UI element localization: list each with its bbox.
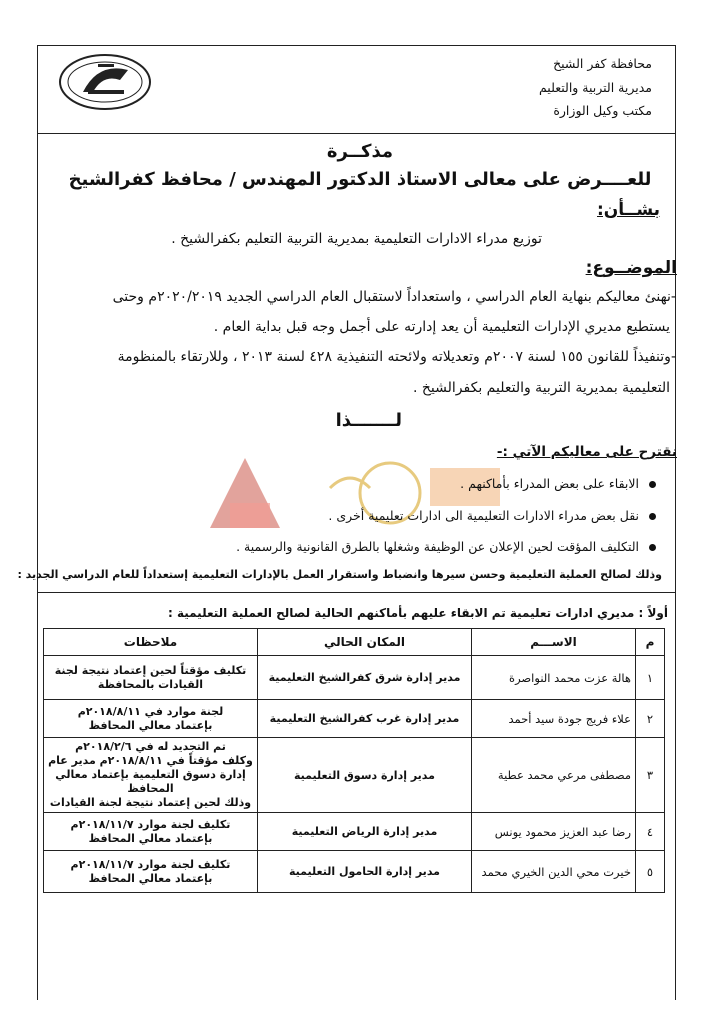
proposal-bullet-2: [328, 508, 656, 523]
row-notes: [44, 851, 258, 893]
col-header-name: الاســـم: [472, 629, 636, 656]
proposal-bullet-1: [460, 476, 656, 491]
table-row: [44, 738, 665, 813]
subject-text: توزيع مدراء الادارات التعليمية بمديرية التربية التعليم بكفرالشيخ .: [171, 231, 542, 247]
note-line: وكلف مؤقتاً في ٢٠١٨/٨/١١م مدير عام: [48, 754, 253, 767]
row-name: مصطفى مرعي محمد عطية: [472, 738, 636, 813]
topic-paragraph-1-line-1: -نهنئ معاليكم بنهاية العام الدراسي ، واستعداداً لاستقبال العام الدراسي الجديد ٢٠٢٠/٢٠١٩م وحتى: [112, 289, 676, 305]
note-line: إدارة دسوق التعليمية بإعتماد معالي المحافظ: [55, 768, 246, 795]
row-place: مدير إدارة غرب كفرالشيخ التعليمية: [258, 700, 472, 738]
note-line: بإعتماد معالي المحافظ: [88, 718, 213, 732]
row-number: ٤: [636, 813, 665, 851]
table-row: [44, 656, 665, 700]
table-header-row: [44, 629, 665, 656]
topic-paragraph-1-line-2: يستطيع مديري الإدارات التعليمية أن يعد إدارته على أجمل وجه قبل بداية العام .: [213, 319, 670, 335]
topic-label: الموضــوع:: [585, 258, 677, 278]
section-divider: [37, 592, 676, 593]
publisher-watermark: [210, 448, 510, 538]
note-line: بإعتماد معالي المحافظ: [88, 871, 213, 885]
row-notes: [44, 813, 258, 851]
row-name: رضا عبد العزيز محمود يونس: [472, 813, 636, 851]
row-place: مدير إدارة شرق كفرالشيخ التعليمية: [258, 656, 472, 700]
memo-addressee: للعــــرض على معالى الاستاذ الدكتور المهندس / محافظ كفرالشيخ: [68, 169, 652, 190]
proposal-bullet-3: [236, 539, 656, 554]
row-place: مدير إدارة الحامول التعليمية: [258, 851, 472, 893]
note-line: تكليف لجنة موارد ٢٠١٨/١١/٧م: [70, 857, 231, 871]
note-line: بإعتماد معالي المحافظ: [88, 831, 213, 845]
row-place: مدير إدارة دسوق التعليمية: [258, 738, 472, 813]
directors-table: [43, 628, 665, 893]
row-notes: [44, 738, 258, 813]
row-name: علاء فريج جودة سيد أحمد: [472, 700, 636, 738]
topic-paragraph-2-line-1: -وتنفيذاً للقانون ١٥٥ لسنة ٢٠٠٧م وتعديلاته ولائحته التنفيذية ٤٢٨ لسنة ٢٠١٣ ، وللارتقاء بالمنظومة: [117, 349, 676, 365]
header-office: مكتب وكيل الوزارة: [553, 103, 652, 118]
topic-paragraph-2-line-2: التعليمية بمديرية التربية والتعليم بكفرالشيخ .: [412, 380, 670, 396]
note-line: القيادات بالمحافظة: [97, 677, 204, 691]
note-line: تم التجديد له في ٢٠١٨/٢/٦م: [75, 740, 226, 753]
note-line: لجنة موارد في ٢٠١٨/٨/١١م: [77, 704, 224, 718]
proposal-closing: وذلك لصالح العملية التعليمية وحسن سيرها وانضباط واستقرار العمل بالإدارات التعليمية إستعداداً للعام الدراسي الجديد :: [17, 568, 662, 581]
note-line: تكليف مؤقتاً لحين إعتماد نتيجة لجنة: [54, 663, 247, 677]
proposal-heading: نقترح على معاليكم الآتي :-: [496, 444, 677, 460]
subject-label: بشــأن:: [597, 200, 660, 220]
therefore-heading: لـــــــذا: [335, 410, 402, 431]
row-notes: [44, 656, 258, 700]
row-notes: [44, 700, 258, 738]
row-number: ١: [636, 656, 665, 700]
header-divider: [37, 133, 676, 134]
note-line: تكليف لجنة موارد ٢٠١٨/١١/٧م: [70, 817, 231, 831]
table-row: [44, 851, 665, 893]
table-row: [44, 700, 665, 738]
header-governorate: محافظة كفر الشيخ: [553, 56, 652, 71]
header-directorate: مديرية التربية والتعليم: [538, 80, 652, 95]
directorate-logo: [58, 52, 153, 112]
col-header-place: المكان الحالي: [258, 629, 472, 656]
row-place: مدير إدارة الرياض التعليمية: [258, 813, 472, 851]
bullet-dot-icon: [649, 544, 656, 551]
note-line: وذلك لحين إعتماد نتيجة لجنة القيادات: [49, 796, 252, 809]
col-header-notes: ملاحظات: [44, 629, 258, 656]
row-number: ٣: [636, 738, 665, 813]
col-header-number: م: [636, 629, 665, 656]
bullet-text: الابقاء على بعض المدراء بأماكنهم .: [460, 476, 639, 491]
section-1-heading: أولاً : مديري ادارات تعليمية تم الابقاء عليهم بأماكنهم الحالية لصالح العملية التعليمية :: [167, 606, 668, 620]
row-number: ٥: [636, 851, 665, 893]
row-name: خيرت محي الدين الخيري محمد: [472, 851, 636, 893]
row-number: ٢: [636, 700, 665, 738]
bullet-dot-icon: [649, 513, 656, 520]
memo-title: مذكــرة: [326, 141, 394, 162]
row-name: هالة عزت محمد النواصرة: [472, 656, 636, 700]
bullet-dot-icon: [649, 481, 656, 488]
bullet-text: التكليف المؤقت لحين الإعلان عن الوظيفة وشغلها بالطرق القانونية والرسمية .: [236, 539, 639, 554]
table-row: [44, 813, 665, 851]
bullet-text: نقل بعض مدراء الادارات التعليمية الى ادارات تعليمية أخرى .: [328, 508, 639, 523]
